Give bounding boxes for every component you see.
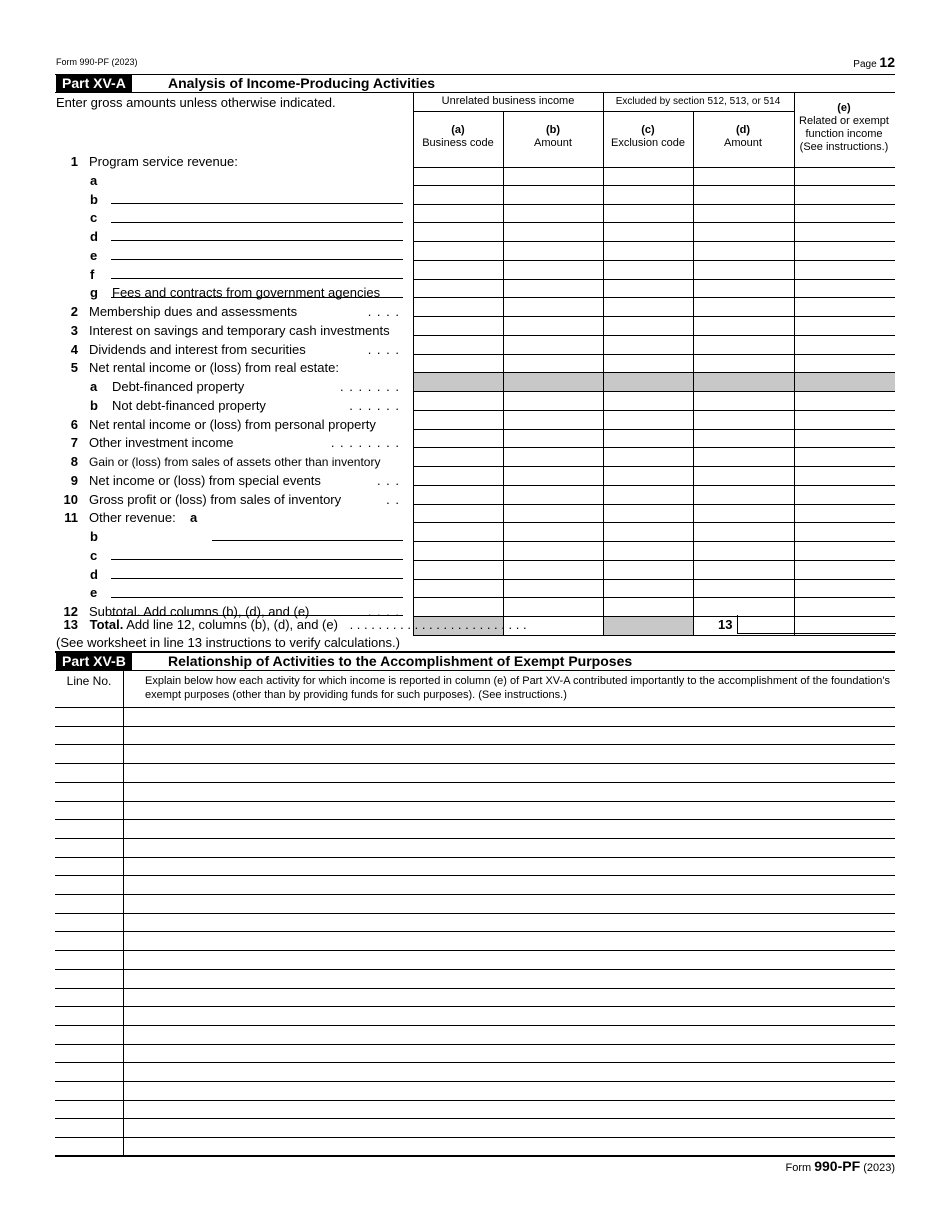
- line-f-col-a[interactable]: [413, 280, 503, 299]
- gross-amounts-instruction: Enter gross amounts unless otherwise indicated.: [56, 95, 336, 110]
- part-xvb-row[interactable]: [55, 801, 895, 802]
- line-b-col-d[interactable]: [693, 411, 794, 430]
- line-d-col-a[interactable]: [413, 242, 503, 261]
- line-1-col-b[interactable]: [503, 167, 603, 186]
- line-sub-letter: a: [90, 172, 98, 188]
- line-e-col-c[interactable]: [603, 261, 693, 280]
- line-2-label: [56, 304, 406, 320]
- line-sub-letter: c: [90, 210, 98, 226]
- line-9-col-d[interactable]: [693, 486, 794, 505]
- part-xvb-row[interactable]: [55, 1025, 895, 1026]
- part-xvb-row[interactable]: [55, 857, 895, 858]
- line-f-col-d[interactable]: [693, 280, 794, 299]
- col-a-header: (a) Business code: [422, 124, 494, 149]
- line-e-col-a[interactable]: [413, 598, 503, 617]
- group-unrelated-business-income: Unrelated business income: [441, 95, 575, 107]
- line-e-col-a[interactable]: [413, 261, 503, 280]
- group-excluded-by-section: Excluded by section 512, 513, or 514: [615, 96, 781, 107]
- line-7-col-b[interactable]: [503, 448, 603, 467]
- part-xvb-row[interactable]: [55, 950, 895, 951]
- page-number: Page 12: [853, 54, 895, 70]
- line-description: Gross profit or (loss) from sales of inventory: [89, 491, 342, 507]
- line-6-col-c[interactable]: [603, 430, 693, 449]
- line-9-col-c[interactable]: [603, 486, 693, 505]
- line-2-col-b[interactable]: [503, 317, 603, 336]
- line-g-col-c[interactable]: [603, 298, 693, 317]
- line-description: Other revenue:: [89, 510, 176, 526]
- line-a-col-e[interactable]: [794, 392, 895, 411]
- line-3-col-e[interactable]: [794, 336, 895, 355]
- part-xvb-row[interactable]: [55, 913, 895, 914]
- line-6-label: [56, 417, 406, 433]
- line-3-label: [56, 323, 406, 339]
- part-xvb-row[interactable]: [55, 707, 895, 708]
- line-description: Debt-financed property: [112, 379, 245, 394]
- line-number: 11: [64, 510, 78, 526]
- line-b-col-b[interactable]: [503, 411, 603, 430]
- line-b-label: [56, 398, 406, 414]
- line-9-label: [56, 473, 406, 489]
- line-description: Membership dues and assessments: [89, 304, 298, 319]
- line-b-col-e[interactable]: [794, 205, 895, 224]
- line-7-col-a[interactable]: [413, 448, 503, 467]
- line-description: Dividends and interest from securities: [89, 341, 306, 357]
- part-xvb-label: Part XV-B: [56, 653, 132, 670]
- line-1-label: [56, 154, 406, 170]
- line-g-col-a[interactable]: [413, 298, 503, 317]
- col-b-header: (b) Amount: [534, 124, 572, 149]
- line-d-col-b[interactable]: [503, 242, 603, 261]
- line-8-col-d[interactable]: [693, 467, 794, 486]
- line-c-col-d[interactable]: [693, 223, 794, 242]
- part-xvb-row[interactable]: [55, 1006, 895, 1007]
- line-a-col-b[interactable]: [503, 186, 603, 205]
- line-6-col-d[interactable]: [693, 430, 794, 449]
- line-e-col-c[interactable]: [603, 598, 693, 617]
- line-description: Gain or (loss) from sales of assets other than inventory: [89, 455, 381, 469]
- part-xvb-row[interactable]: [55, 931, 895, 932]
- line-number: 12: [63, 604, 78, 619]
- line-b-col-d[interactable]: [693, 542, 794, 561]
- line-e-col-e[interactable]: [794, 261, 895, 280]
- part-xvb-row[interactable]: [55, 1081, 895, 1082]
- line-d-col-d[interactable]: [693, 242, 794, 261]
- line-sub-letter: e: [90, 585, 98, 601]
- line-b-col-d[interactable]: [693, 205, 794, 224]
- line-number: 9: [70, 472, 78, 488]
- line-9-col-a[interactable]: [413, 486, 503, 505]
- line-number: 7: [70, 435, 78, 451]
- line-b-col-b[interactable]: [503, 205, 603, 224]
- leader-dots: . . . .: [367, 304, 400, 319]
- part-xvb-row[interactable]: [55, 1100, 895, 1101]
- line-3-col-b[interactable]: [503, 336, 603, 355]
- line-13: 13 Total. Add line 12, columns (b), (d), and (e) . . . . . . . . . . . . . . . . . . . . . . . . .: [63, 617, 527, 632]
- line-a-col-c[interactable]: [603, 392, 693, 411]
- line-b-col-c[interactable]: [603, 542, 693, 561]
- line-1-col-d[interactable]: [693, 167, 794, 186]
- line-d-col-d[interactable]: [693, 580, 794, 599]
- line-b-col-c[interactable]: [603, 205, 693, 224]
- line-sub-letter: b: [90, 529, 98, 544]
- part-xvb-row[interactable]: [55, 1044, 895, 1045]
- line-5-col-b: [503, 373, 603, 392]
- line-8-col-e[interactable]: [794, 467, 895, 486]
- line-g-col-b[interactable]: [503, 298, 603, 317]
- part-xvb-row[interactable]: [55, 988, 895, 989]
- line-c-col-a[interactable]: [413, 561, 503, 580]
- line-description: Program service revenue:: [89, 154, 238, 169]
- line-description: Not debt-financed property: [112, 397, 266, 413]
- line-12-col-c: [603, 617, 693, 636]
- line-4-label: [56, 342, 406, 358]
- line-e-col-d[interactable]: [693, 261, 794, 280]
- line-a-label: [56, 379, 406, 395]
- line-5-col-c: [603, 373, 693, 392]
- line-g-col-d[interactable]: [693, 298, 794, 317]
- line-3-col-c[interactable]: [603, 336, 693, 355]
- line-10-col-d[interactable]: [693, 505, 794, 524]
- line-5-col-a: [413, 373, 503, 392]
- line-13-total-field[interactable]: [737, 615, 896, 634]
- line-c-col-e[interactable]: [794, 561, 895, 580]
- leader-dots: . . . . . . . .: [330, 435, 400, 451]
- line-4-col-e[interactable]: [794, 355, 895, 374]
- line-6-col-b[interactable]: [503, 430, 603, 449]
- line-number: 4: [70, 341, 78, 357]
- line-6-col-a[interactable]: [413, 430, 503, 449]
- leader-dots: . . . .: [367, 341, 400, 357]
- line-1-col-a[interactable]: [413, 167, 503, 186]
- worksheet-note: (See worksheet in line 13 instructions to verify calculations.): [56, 635, 400, 650]
- line-10-col-e[interactable]: [794, 505, 895, 524]
- line-5-col-e: [794, 373, 895, 392]
- leader-dots: . .: [386, 491, 400, 507]
- leader-dots: . . . .: [367, 604, 400, 619]
- line-10-col-b[interactable]: [503, 505, 603, 524]
- line-1-col-e[interactable]: [794, 167, 895, 186]
- line-13-box-label: 13: [718, 617, 733, 632]
- line-c-col-c[interactable]: [603, 561, 693, 580]
- line-11-col-c[interactable]: [603, 523, 693, 542]
- line-6-col-e[interactable]: [794, 430, 895, 449]
- line-sub-letter: d: [90, 229, 98, 244]
- line-a-col-e[interactable]: [794, 186, 895, 205]
- line-a-col-d[interactable]: [693, 392, 794, 411]
- line-a-col-a[interactable]: [413, 392, 503, 411]
- line-a-col-d[interactable]: [693, 186, 794, 205]
- line-10-label: [56, 492, 406, 508]
- line-8-col-a[interactable]: [413, 467, 503, 486]
- line-g-col-e[interactable]: [794, 298, 895, 317]
- line-10-col-a[interactable]: [413, 505, 503, 524]
- line-10-col-c[interactable]: [603, 505, 693, 524]
- line-1-col-c[interactable]: [603, 167, 693, 186]
- part-xva-title: Analysis of Income-Producing Activities: [168, 75, 436, 91]
- line-sub-letter: d: [90, 566, 98, 582]
- line-c-col-d[interactable]: [693, 561, 794, 580]
- line-no-header: Line No.: [66, 674, 112, 688]
- line-a-col-a[interactable]: [413, 186, 503, 205]
- line-2-col-e[interactable]: [794, 317, 895, 336]
- line-a-col-b[interactable]: [503, 392, 603, 411]
- form-id-header: Form 990-PF (2023): [56, 57, 138, 67]
- line-11-col-d[interactable]: [693, 523, 794, 542]
- line-sub-letter: b: [90, 397, 98, 413]
- line-4-col-c[interactable]: [603, 355, 693, 374]
- line-c-col-e[interactable]: [794, 223, 895, 242]
- line-c-col-a[interactable]: [413, 223, 503, 242]
- part-xvb-row[interactable]: [55, 875, 895, 876]
- part-xvb-row[interactable]: [55, 782, 895, 783]
- line-11-col-a[interactable]: [413, 523, 503, 542]
- part-xva-label: Part XV-A: [56, 75, 132, 92]
- line-number: 5: [70, 360, 78, 376]
- line-f-col-c[interactable]: [603, 280, 693, 299]
- part-xvb-row[interactable]: [55, 1062, 895, 1063]
- part-xvb-row[interactable]: [55, 1118, 895, 1119]
- line-b-col-a[interactable]: [413, 542, 503, 561]
- line-description: Subtotal. Add columns (b), (d), and (e): [89, 604, 310, 619]
- line-3-col-d[interactable]: [693, 336, 794, 355]
- part-xvb-row[interactable]: [55, 744, 895, 745]
- line-description: Net income or (loss) from special events: [89, 472, 321, 488]
- line-9-col-e[interactable]: [794, 486, 895, 505]
- line-2-col-d[interactable]: [693, 317, 794, 336]
- leader-dots: . . .: [376, 472, 400, 488]
- line-g-label: [56, 285, 406, 301]
- col-d-header: (d) Amount: [724, 124, 762, 149]
- line-d-col-e[interactable]: [794, 580, 895, 599]
- line-7-col-c[interactable]: [603, 448, 693, 467]
- line-11a-letter: a: [190, 510, 198, 526]
- part-xvb-row[interactable]: [55, 894, 895, 895]
- line-8-col-b[interactable]: [503, 467, 603, 486]
- part-xvb-row[interactable]: [55, 838, 895, 839]
- line-11-col-b[interactable]: [503, 523, 603, 542]
- line-description: Net rental income or (loss) from personal property: [89, 416, 376, 432]
- line-number: 1: [70, 154, 78, 169]
- line-5-label: [56, 360, 406, 376]
- line-7-col-e[interactable]: [794, 448, 895, 467]
- line-sub-letter: b: [90, 191, 98, 207]
- part-xvb-row[interactable]: [55, 819, 895, 820]
- line-7-col-d[interactable]: [693, 448, 794, 467]
- line-c-col-b[interactable]: [503, 223, 603, 242]
- line-8-label: [56, 454, 406, 470]
- line-4-col-d[interactable]: [693, 355, 794, 374]
- line-4-col-b[interactable]: [503, 355, 603, 374]
- line-sub-letter: f: [90, 266, 95, 282]
- line-b-col-a[interactable]: [413, 411, 503, 430]
- part-xvb-row[interactable]: [55, 969, 895, 970]
- leader-dots: . . . . . .: [349, 397, 400, 413]
- line-a-col-c[interactable]: [603, 186, 693, 205]
- part-xvb-row[interactable]: [55, 1137, 895, 1138]
- line-f-col-b[interactable]: [503, 280, 603, 299]
- line-b-col-c[interactable]: [603, 411, 693, 430]
- line-2-col-c[interactable]: [603, 317, 693, 336]
- line-e-col-b[interactable]: [503, 598, 603, 617]
- line-c-col-b[interactable]: [503, 561, 603, 580]
- line-5-col-d: [693, 373, 794, 392]
- line-description: Other investment income: [89, 435, 234, 451]
- line-11-col-e[interactable]: [794, 523, 895, 542]
- col-c-header: (c) Exclusion code: [611, 124, 685, 149]
- line-9-col-b[interactable]: [503, 486, 603, 505]
- line-d-col-c[interactable]: [603, 242, 693, 261]
- line-b-col-e[interactable]: [794, 542, 895, 561]
- line-b-col-a[interactable]: [413, 205, 503, 224]
- col-e-header: (e) Related or exempt function income (See instructions.): [799, 102, 889, 153]
- line-description: Net rental income or (loss) from real estate:: [89, 360, 339, 376]
- line-number: 2: [70, 304, 78, 319]
- line-8-col-c[interactable]: [603, 467, 693, 486]
- line-b-col-e[interactable]: [794, 411, 895, 430]
- line-d-col-a[interactable]: [413, 580, 503, 599]
- line-number: 3: [70, 322, 78, 338]
- line-sub-letter: c: [90, 547, 98, 563]
- line-sub-letter: a: [90, 379, 98, 394]
- line-number: 6: [70, 416, 78, 432]
- line-b-col-b[interactable]: [503, 542, 603, 561]
- part-xvb-row[interactable]: [55, 763, 895, 764]
- leader-dots: . . . . . . .: [340, 379, 400, 394]
- line-number: 8: [70, 454, 78, 469]
- line-sub-letter: e: [90, 247, 98, 263]
- form-footer: Form 990-PF (2023): [785, 1158, 895, 1174]
- line-d-col-e[interactable]: [794, 242, 895, 261]
- line-e-col-b[interactable]: [503, 261, 603, 280]
- line-description: Interest on savings and temporary cash investments: [89, 322, 390, 338]
- line-sub-letter: g: [90, 285, 98, 301]
- line-d-col-b[interactable]: [503, 580, 603, 599]
- part-xvb-explanation: Explain below how each activity for which income is reported in column (e) of Part XV-A contributed importantly to the accomplishment of the foundation's exempt purposes (other than by providing funds for such purposes). (See instructions.): [145, 675, 890, 701]
- line-c-col-c[interactable]: [603, 223, 693, 242]
- line-7-label: [56, 435, 406, 451]
- line-description: Fees and contracts from government agencies: [112, 285, 381, 301]
- line-d-col-c[interactable]: [603, 580, 693, 599]
- line-4-col-a[interactable]: [413, 355, 503, 374]
- part-xvb-row[interactable]: [55, 726, 895, 727]
- part-xvb-title: Relationship of Activities to the Accomplishment of Exempt Purposes: [168, 653, 633, 669]
- line-number: 10: [63, 491, 78, 507]
- line-2-col-a[interactable]: [413, 317, 503, 336]
- line-3-col-a[interactable]: [413, 336, 503, 355]
- line-f-col-e[interactable]: [794, 280, 895, 299]
